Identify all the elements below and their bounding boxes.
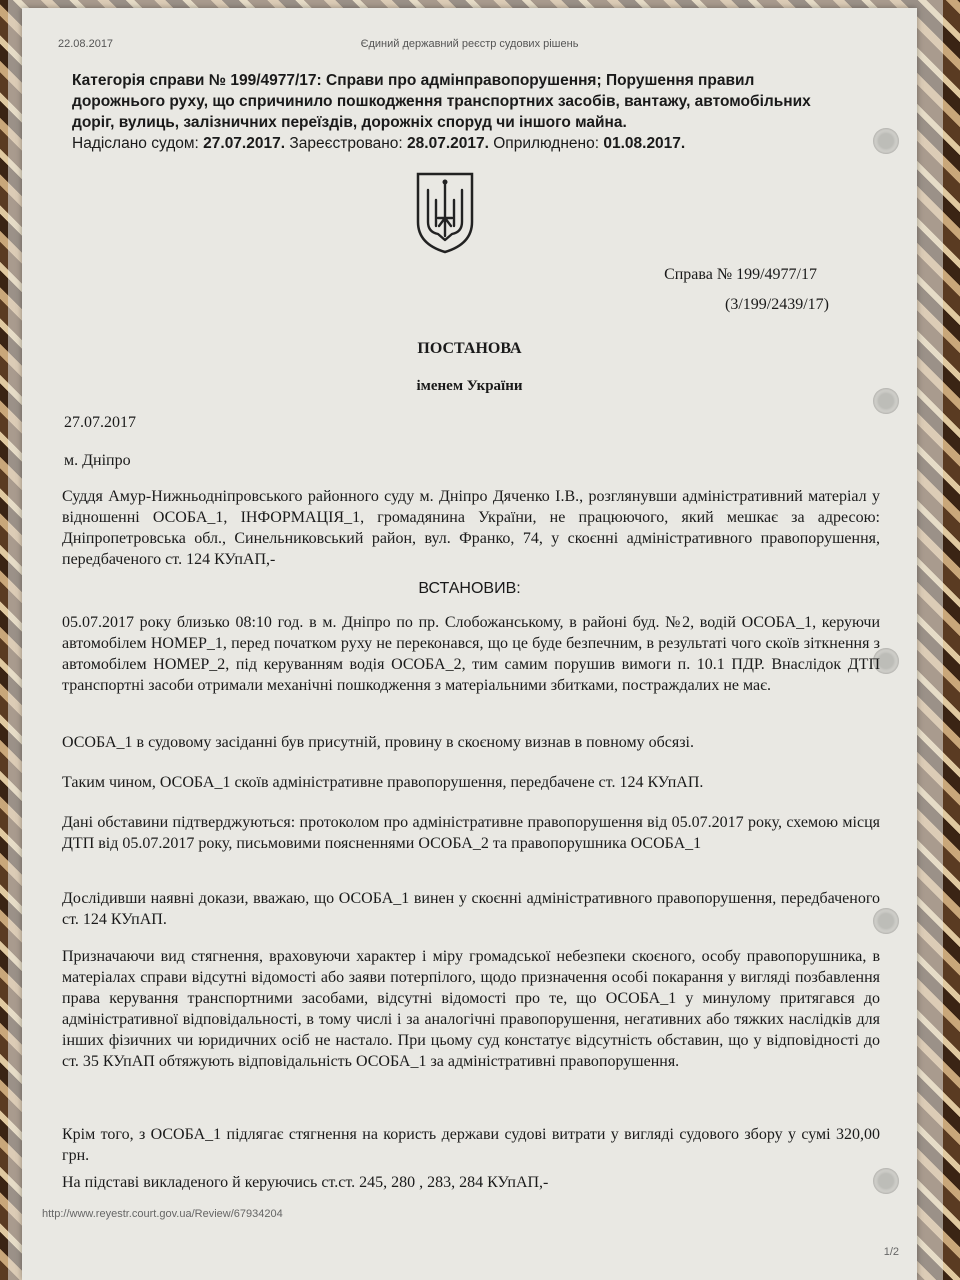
intro-paragraph: Суддя Амур-Нижньодніпровського районного суду м. Дніпро Дяченко І.В., розглянувши адміністративний матеріал у відношенні ОСОБА_1, ІНФОРМАЦІЯ_1, громадянина України, не працюючого, який мешкає за адресою: Дніпропетровська обл., Синельниковський район, вул. Франко, 74, у скоєнні адміністративного правопорушення, передбаченого ст. 124 КУпАП,- (62, 488, 880, 568)
paragraph-guilt: Дослідивши наявні докази, вважаю, що ОСОБА_1 винен у скоєнні адміністративного правопорушення, передбаченого ст. 124 КУпАП. (62, 890, 880, 928)
paragraph-basis: На підставі викладеного й керуючись ст.ст. 245, 280 , 283, 284 КУпАП,- (62, 1174, 549, 1191)
case-number: Справа № 199/4977/17 (664, 266, 817, 283)
registry-title: Єдиний державний реєстр судових рішень (360, 38, 579, 50)
case-sub-number: (3/199/2439/17) (725, 296, 829, 313)
paragraph-evidence: Дані обставини підтверджуються: протоколом про адміністративне правопорушення від 05.07.2017 року, схемою місця ДТП від 05.07.2017 року, письмовими поясненнями ОСОБА_2 та правопорушника ОСОБА_1 (62, 814, 880, 852)
page-number: 1/2 (883, 1246, 899, 1258)
registered-label: Зареєстровано: (289, 135, 403, 152)
paragraph-presence: ОСОБА_1 в судовому засіданні був присутній, провину в скоєному визнав в повному обсязі. (62, 734, 694, 751)
category-text: Категорія справи № 199/4977/17: Справи про адмінправопорушення; Порушення правил дорожнього руху, що спричинило пошкодження транспортних засобів, вантажу, автомобільних доріг, вулиць, залізничних переїздів, дорожніх споруд чи іншого майна. (72, 72, 811, 131)
coat-of-arms-icon (414, 170, 476, 254)
case-category (72, 70, 832, 154)
published-label: Оприлюднено: (493, 135, 600, 152)
paragraph-penalty: Призначаючи вид стягнення, враховуючи характер і міру громадської небезпеки скоєного, особу правопорушника, в матеріалах справи відсутні відомості або заяви потерпілого, щодо призначення особі покарання у вигляді позбавлення права керування транспортними засобами, відсутні відомості про те, що ОСОБА_1 у минулому притягався до адміністративної відповідальності, в тому числі і за аналогічні правопорушення, негативних або тяжких наслідків для інших фізичних чи юридичних осіб не настало. При цьому суд констатує відсутність обставин, що у відповідності до ст. 35 КУпАП обтяжують відповідальність ОСОБА_1 за адміністративні правопорушення. (62, 948, 880, 1070)
document-subtitle: іменем України (416, 378, 523, 394)
registered-date: 28.07.2017. (407, 135, 489, 152)
found-heading: ВСТАНОВИВ: (418, 580, 521, 597)
paragraph-conclusion: Таким чином, ОСОБА_1 скоїв адміністративне правопорушення, передбачене ст. 124 КУпАП. (62, 774, 704, 791)
published-date: 01.08.2017. (603, 135, 686, 152)
print-date: 22.08.2017 (58, 38, 114, 50)
decision-date: 27.07.2017 (64, 414, 136, 431)
paragraph-circumstances: 05.07.2017 року близько 08:10 год. в м. Дніпро по пр. Слобожанському, в районі буд. №2, водій ОСОБА_1, керуючи автомобілем НОМЕР_1, перед початком руху не переконався, що це буде безпечним, в результаті чого скоїв зіткнення з автомобілем НОМЕР_2, під керуванням водія ОСОБА_2, тим самим порушив вимоги п. 10.1 ПДР. Внаслідок ДТП транспортні засоби отримали механічні пошкодження з матеріальними збитками, постраждалих не має. (62, 614, 880, 694)
punch-hole (873, 128, 899, 154)
document-title: ПОСТАНОВА (417, 340, 522, 357)
document-page (22, 8, 917, 1280)
paragraph-court-fee: Крім того, з ОСОБА_1 підлягає стягнення на користь держави судові витрати у вигляді судового збору у сумі 320,00 грн. (62, 1126, 880, 1164)
source-url: http://www.reyestr.court.gov.ua/Review/67934204 (42, 1208, 283, 1220)
sent-date: 27.07.2017. (203, 135, 286, 152)
decision-city: м. Дніпро (64, 452, 131, 469)
sent-label: Надіслано судом: (72, 135, 199, 152)
